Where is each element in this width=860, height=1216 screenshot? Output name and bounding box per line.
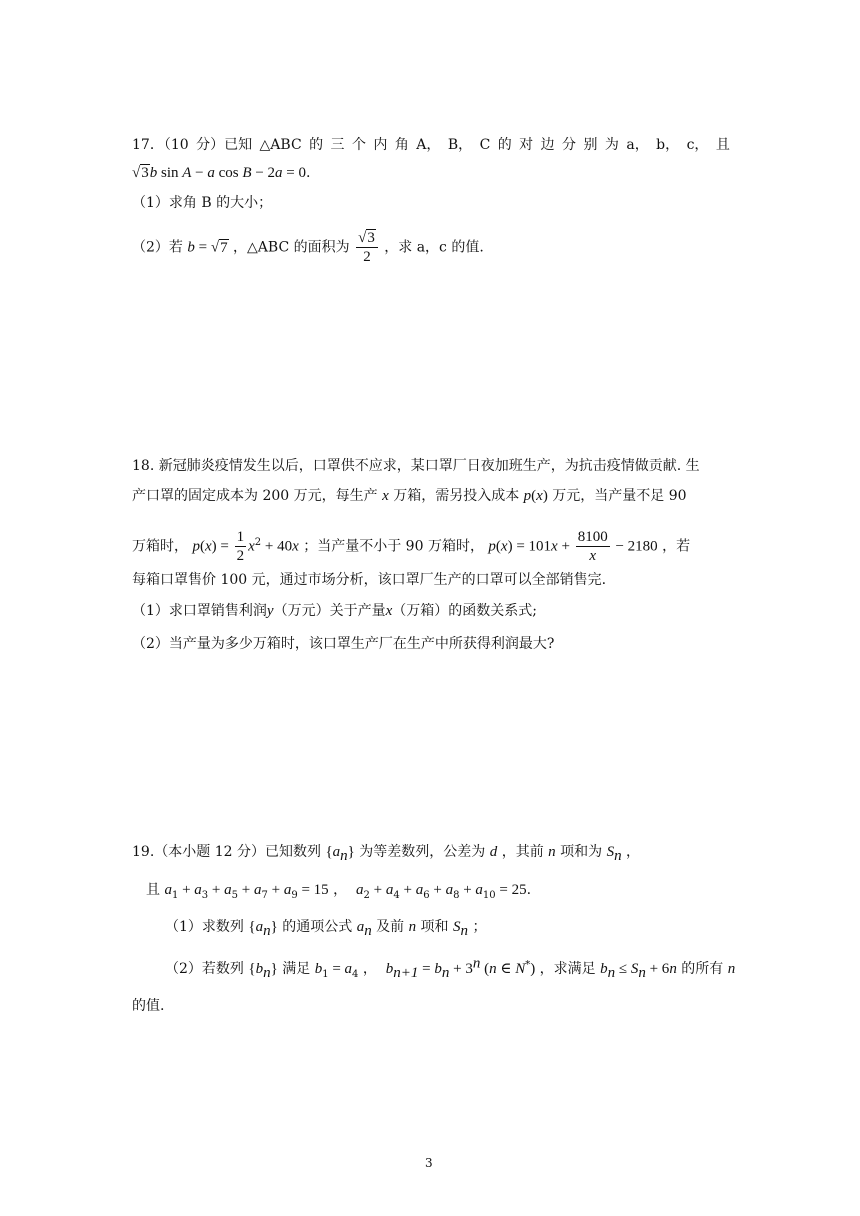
q17-header-token: 分）已知 xyxy=(196,137,253,153)
q17-header-token: 的 xyxy=(497,137,512,153)
q18-line3: 万箱时， p(x) = $\frac{1}{2}$ $x^2 + 40x$ ；当产量不小于 90 万箱时， p(x) = 101x + $\frac{8100}{x}$ − 2180 ，若 xyxy=(132,529,691,564)
q17-header-token: 的 xyxy=(309,137,324,153)
q17-part2: （2）若 b = √7 ，△ABC 的面积为 $\frac{√3}{2}$ ，求 a，c 的值. xyxy=(132,230,484,265)
q18-line4: 每箱口罩售价 100 元，通过市场分析，该口罩厂生产的口罩可以全部销售完. xyxy=(132,572,607,588)
q19-part2: （2）若数列 $\{b_n\}$ 满足 $b_1 = a_4$ ， $b_{n+1} = b_n + 3^n$ (n ∈ N*) ，求满足 $b_n \le S_n + 6n$ 的所有 n xyxy=(165,955,736,981)
sqrt3-over-2-fraction: $\frac{√3}{2}$ xyxy=(356,229,378,266)
q17-header-token: 对 xyxy=(519,137,534,153)
q17-header-token: 且 xyxy=(715,137,730,153)
q17-header-token: c， xyxy=(686,137,709,153)
q17-header-token: b， xyxy=(656,137,680,153)
q18-line2: 产口罩的固定成本为 200 万元，每生产 x 万箱，需另投入成本 p(x) 万元，当产量不足 90 xyxy=(132,488,687,504)
half-fraction: $\frac{1}{2}$ xyxy=(236,529,245,564)
q17-header-line xyxy=(132,135,730,155)
q17-header-token: △ABC xyxy=(259,137,302,153)
q17-header-token: 个 xyxy=(351,137,366,153)
q17-header-token: 内 xyxy=(373,137,388,153)
q17-header-token: a， xyxy=(626,137,649,153)
q17-condition: √3b sin A − a cos B − 2a = 0. xyxy=(132,165,311,181)
q18-line1: 18. 新冠肺炎疫情发生以后，口罩供不应求，某口罩厂日夜加班生产，为抗击疫情做贡献. 生 xyxy=(132,458,700,474)
q17-part1: （1）求角 B 的大小； xyxy=(132,195,273,211)
8100-over-x-fraction: $\frac{8100}{x}$ xyxy=(577,529,608,564)
q19-part1: （1）求数列 $\{a_n\}$ 的通项公式 $a_n$ 及前 n 项和 $S_n$ ； xyxy=(165,919,487,939)
q17-header-token: 17．（10 xyxy=(132,137,189,153)
q17-header-token: 为 xyxy=(604,137,619,153)
q17-header-token: 三 xyxy=(330,137,345,153)
page-number: 3 xyxy=(425,1156,433,1170)
q18-part1: （1）求口罩销售利润y（万元）关于产量x（万箱）的函数关系式; xyxy=(132,603,537,619)
q18-part2: （2）当产量为多少万箱时，该口罩生产厂在生产中所获得利润最大? xyxy=(132,636,555,652)
q19-part2-continued: 的值. xyxy=(132,998,165,1014)
q19-line1: 19.（本小题 12 分）已知数列 $\{a_n\}$ 为等差数列，公差为 d ，其前 n 项和为 $S_n$ ， xyxy=(132,844,641,864)
q17-header-token: B， xyxy=(447,137,473,153)
q17-header-token: A， xyxy=(416,137,441,153)
q17-header-token: 别 xyxy=(583,137,598,153)
q19-line2: 且 $a_1 + a_3 + a_5 + a_7 + a_9 = 15$ ， $a_2 + a_4 + a_6 + a_8 + a_{10} = 25$. xyxy=(146,882,532,901)
q17-header-token: 分 xyxy=(562,137,577,153)
q17-header-token: C xyxy=(479,137,491,153)
q17-header-token: 边 xyxy=(540,137,555,153)
q17-header-token: 角 xyxy=(394,137,409,153)
